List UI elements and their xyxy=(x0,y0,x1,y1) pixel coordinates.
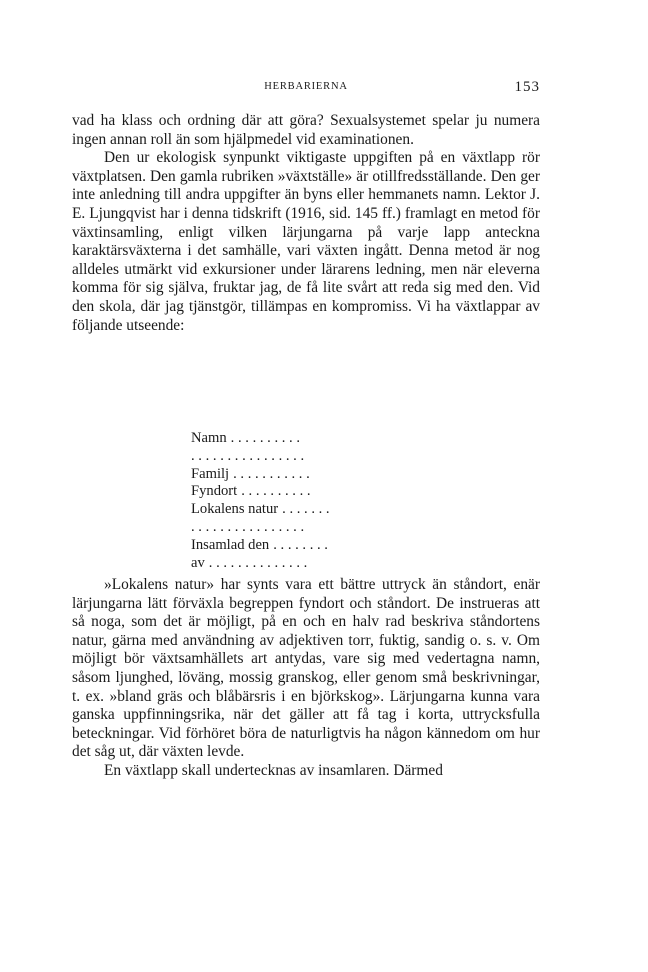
form-line-name xyxy=(191,430,421,448)
form-dots: . . . . . . . xyxy=(282,501,330,518)
form-line-blank xyxy=(191,448,421,466)
form-label: Familj xyxy=(191,465,230,482)
page-header xyxy=(72,79,540,101)
page-number: 153 xyxy=(514,79,540,95)
plant-label-template xyxy=(191,430,421,572)
form-line-collected-date xyxy=(191,537,421,555)
body-text-bottom xyxy=(72,576,540,781)
form-dots: . . . . . . . . xyxy=(273,536,328,553)
form-line-collector xyxy=(191,555,421,573)
form-label: Lokalens natur xyxy=(191,501,279,518)
paragraph: Den ur ekologisk synpunkt viktigaste uppgiften på en växtlapp rör växtplatsen. Den gamla rubriken »växtställe» är otillfredsställande. Den ger inte anledning till andra uppgifter än byns eller hemmanets namn. Lektor J. E. Ljungqvist har i denna tidskrift (1916, sid. 145 ff.) framlagt en metod för växtinsamling, enligt vilken lärjungarna på varje lapp anteckna karaktärsväxterna i det samhälle, vari växten ingått. Denna metod är nog alldeles utmärkt vid exkursioner under lärarens ledning, men när eleverna komma för sig själva, fruktar jag, de få lite svårt att reda sig med den. Vid den skola, där jag tjänstgör, tillämpas en kompromiss. Vi ha växtlappar av följande utseende: xyxy=(72,149,540,334)
body-text-top xyxy=(72,112,540,335)
form-dots: . . . . . . . . . . xyxy=(241,483,311,500)
form-label: av xyxy=(191,554,205,571)
form-dots: . . . . . . . . . . xyxy=(230,430,300,446)
form-dots: . . . . . . . . . . . . . . . . xyxy=(191,447,305,464)
paragraph: vad ha klass och ordning där att göra? Sexualsystemet spelar ju numera ingen annan roll än som hjälpmedel vid examinationen. xyxy=(72,112,540,148)
form-dots: . . . . . . . . . . . . . . xyxy=(208,554,308,571)
form-line-blank xyxy=(191,519,421,537)
form-line-find-place xyxy=(191,483,421,501)
form-line-family xyxy=(191,466,421,484)
paragraph: En växtlapp skall undertecknas av insamlaren. Därmed xyxy=(104,761,443,779)
paragraph: »Lokalens natur» har synts vara ett bättre uttryck än ståndort, enär lärjungarna lätt förväxla begreppen fyndort och ståndort. De instrueras att så noga, som det är möjligt, på en och en halv rad beskriva ståndortens natur, gärna med användning av adjektiven torr, fuktig, sandig o. s. v. Om möjligt bör växtsamhällets art antydas, vare sig med vedertagna namn, såsom ljunghed, löväng, mossig granskog, eller genom små beskrivningar, t. ex. »bland gräs och blåbärsris i en björkskog». Lärjungarna kunna vara ganska uppfinningsrika, när det gäller att få tag i korta, uttrycksfulla beteckningar. Vid förhöret böra de naturligtvis ha någon kännedom om hur det såg ut, där växten levde. xyxy=(72,576,540,761)
form-label: Fyndort xyxy=(191,483,238,500)
form-label: Insamlad den xyxy=(191,536,270,553)
form-line-locality-nature xyxy=(191,501,421,519)
form-label: Namn xyxy=(191,430,227,446)
running-title: HERBARIERNA xyxy=(264,81,348,92)
form-dots: . . . . . . . . . . . . . . . . xyxy=(191,518,305,535)
form-dots: . . . . . . . . . . . xyxy=(233,465,310,482)
